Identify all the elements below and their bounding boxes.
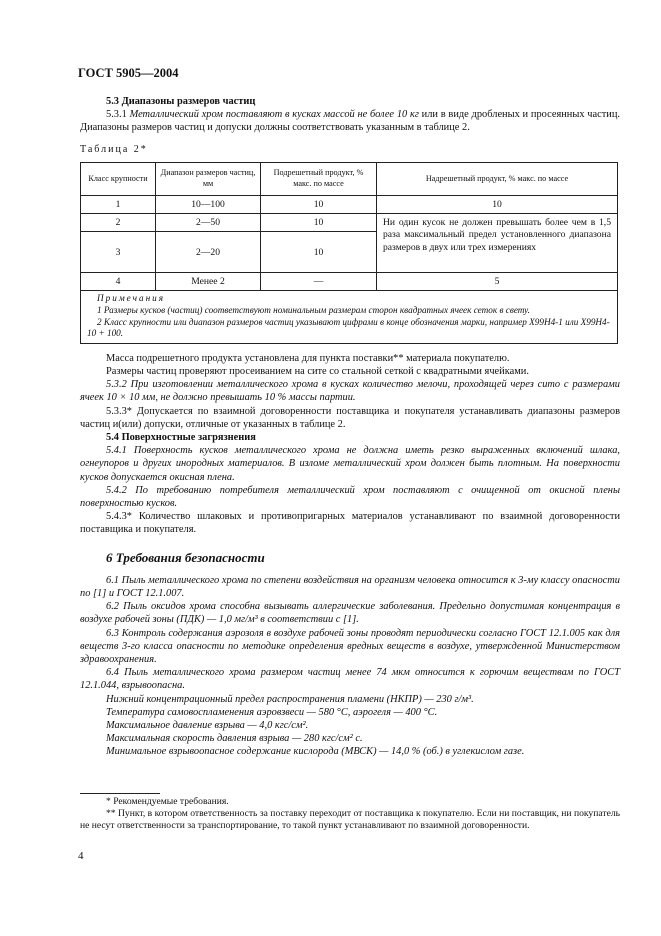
paragraph-5-3-1 [80, 108, 620, 134]
cell-range: 2—20 [156, 232, 261, 273]
cell-class: 2 [81, 214, 156, 232]
header-class: Класс крупности [81, 162, 156, 195]
size-ranges-table [80, 162, 618, 344]
table-notes-row [81, 291, 618, 343]
cell-range: Менее 2 [156, 273, 261, 291]
paragraph-5-3-3: 5.3.3* Допускается по взаимной договоренности поставщика и покупателя устанавливать диапазоны размеров частиц и(или) допуски, отличные от указанных в таблице 2. [80, 405, 620, 430]
explosion-param-temperature: Температура самовоспламенения аэровзвеси — 580 °С, аэрогеля — 400 °С. [106, 706, 438, 718]
cell-undersize: 10 [261, 232, 377, 273]
note-2: 2 Класс крупности или диапазон размеров частиц указывают цифрами в конце обозначения марки, например Х99Н4-1 или Х99Н4-10 + 100. [87, 316, 610, 339]
table-row [81, 273, 618, 291]
paragraph-6-1: 6.1 Пыль металлического хрома по степени воздействия на организм человека относится к 3-му классу опасности по [1] и ГОСТ 12.1.007. [80, 574, 620, 600]
explosion-param-oxygen: Минимальное взрывоопасное содержание кислорода (МВСК) — 14,0 % (об.) в углекислом газе. [106, 746, 525, 758]
table-row [81, 214, 618, 232]
section-6-heading: 6 Требования безопасности [106, 549, 265, 565]
explosion-param-nkpr: Нижний концентрационный предел распространения пламени (НКПР) — 230 г/м³. [106, 693, 474, 705]
explosion-param-pressure: Максимальное давление взрыва — 4,0 кгс/см². [106, 720, 309, 732]
paragraph-undersize-mass: Масса подрешетного продукта установлена для пункта поставки** материала покупателю. [106, 352, 510, 364]
cell-undersize: 10 [261, 195, 377, 213]
cell-oversize: 5 [377, 273, 618, 291]
cell-class: 1 [81, 195, 156, 213]
cell-oversize: 10 [377, 195, 618, 213]
page-number: 4 [78, 850, 84, 862]
paragraph-6-4: 6.4 Пыль металлического хрома размером частиц менее 74 мкм относится к горючим веществам по ГОСТ 12.1.044, взрывоопасна. [80, 667, 620, 692]
cell-oversize-merged: Ни один кусок не должен превышать более чем в 1,5 раза максимальный предел установленного диапазона размеров в двух или трех измерениях [377, 214, 618, 273]
clause-italic-text: Металлический хром поставляют в кусках массой не более 10 кг [129, 109, 419, 121]
document-header: ГОСТ 5905—2004 [78, 66, 179, 80]
clause-text: или в виде дробленых и просеянных частиц. Диапазоны размеров частиц и допуски должны соответствовать указанным в таблице 2. [80, 109, 620, 134]
header-undersize: Подрешетный продукт, % макс. по массе [261, 162, 377, 195]
table-row [81, 195, 618, 213]
footnote-1: * Рекомендуемые требования. [106, 796, 229, 807]
cell-range: 10—100 [156, 195, 261, 213]
paragraph-5-4-3: 5.4.3* Количество шлаковых и противопригарных материалов устанавливают по взаимной договоренности поставщика и покупателя. [80, 511, 620, 536]
explosion-param-rate: Максимальная скорость давления взрыва — 280 кгс/см² с. [106, 733, 363, 745]
table-notes [81, 291, 618, 343]
section-5-3-heading: 5.3 Диапазоны размеров частиц [106, 96, 256, 107]
paragraph-6-3: 6.3 Контроль содержания аэрозоля в воздухе рабочей зоны проводят периодически согласно ГОСТ 12.1.005 как для веществ 3-го класса опасности по методике определения вредных веществ в воздухе, утвержденной Министерством здравоохранения. [80, 627, 620, 666]
cell-class: 3 [81, 232, 156, 273]
paragraph-sieving: Размеры частиц проверяют просеиванием на сите со стальной сеткой с квадратными ячейками. [106, 366, 529, 377]
document-body [80, 95, 620, 759]
table-caption: Таблица 2* [80, 143, 148, 155]
footnote-2: ** Пункт, в котором ответственность за поставку переходит от поставщика к покупателю. Если ни поставщик, ни покупатель не несут ответственности за транспортирование, то такой пункт устанавливают по взаимной договоренности. [80, 808, 620, 831]
paragraph-5-4-1: 5.4.1 Поверхность кусков металлического хрома не должна иметь резко выраженных включений шлака, огнеупоров и других инородных материалов. В изломе металлический хром должен быть плотным. На поверхности кусков допускается окисная плена. [80, 445, 620, 483]
cell-range: 2—50 [156, 214, 261, 232]
notes-title: Примечания [97, 293, 166, 304]
clause-number: 5.3.1 [106, 109, 127, 121]
paragraph-5-4-2: 5.4.2 По требованию потребителя металлический хром поставляют с очищенной от окисной плены поверхностью кусков. [80, 484, 620, 510]
cell-undersize: — [261, 273, 377, 291]
paragraph-6-2: 6.2 Пыль оксидов хрома способна вызывать аллергические заболевания. Предельно допустимая концентрация в воздухе рабочей зоны (ПДК) — 1,0 мг/м³ в соответствии с [1]. [80, 601, 620, 626]
note-1: 1 Размеры кусков (частиц) соответствуют номинальным размерам сторон квадратных ячеек сеток в свету. [97, 305, 530, 316]
paragraph-5-3-2: 5.3.2 При изготовлении металлического хрома в кусках количество мелочи, проходящей через сито с размерами ячеек 10 × 10 мм, не должно превышать 10 % массы партии. [80, 379, 620, 404]
header-range: Диапазон размеров частиц, мм [156, 162, 261, 195]
table-header-row [81, 162, 618, 195]
header-oversize: Надрешетный продукт, % макс. по массе [377, 162, 618, 195]
cell-class: 4 [81, 273, 156, 291]
footnotes [80, 793, 620, 832]
footnote-divider [80, 793, 160, 794]
cell-undersize: 10 [261, 214, 377, 232]
section-5-4-heading: 5.4 Поверхностные загрязнения [106, 432, 256, 444]
